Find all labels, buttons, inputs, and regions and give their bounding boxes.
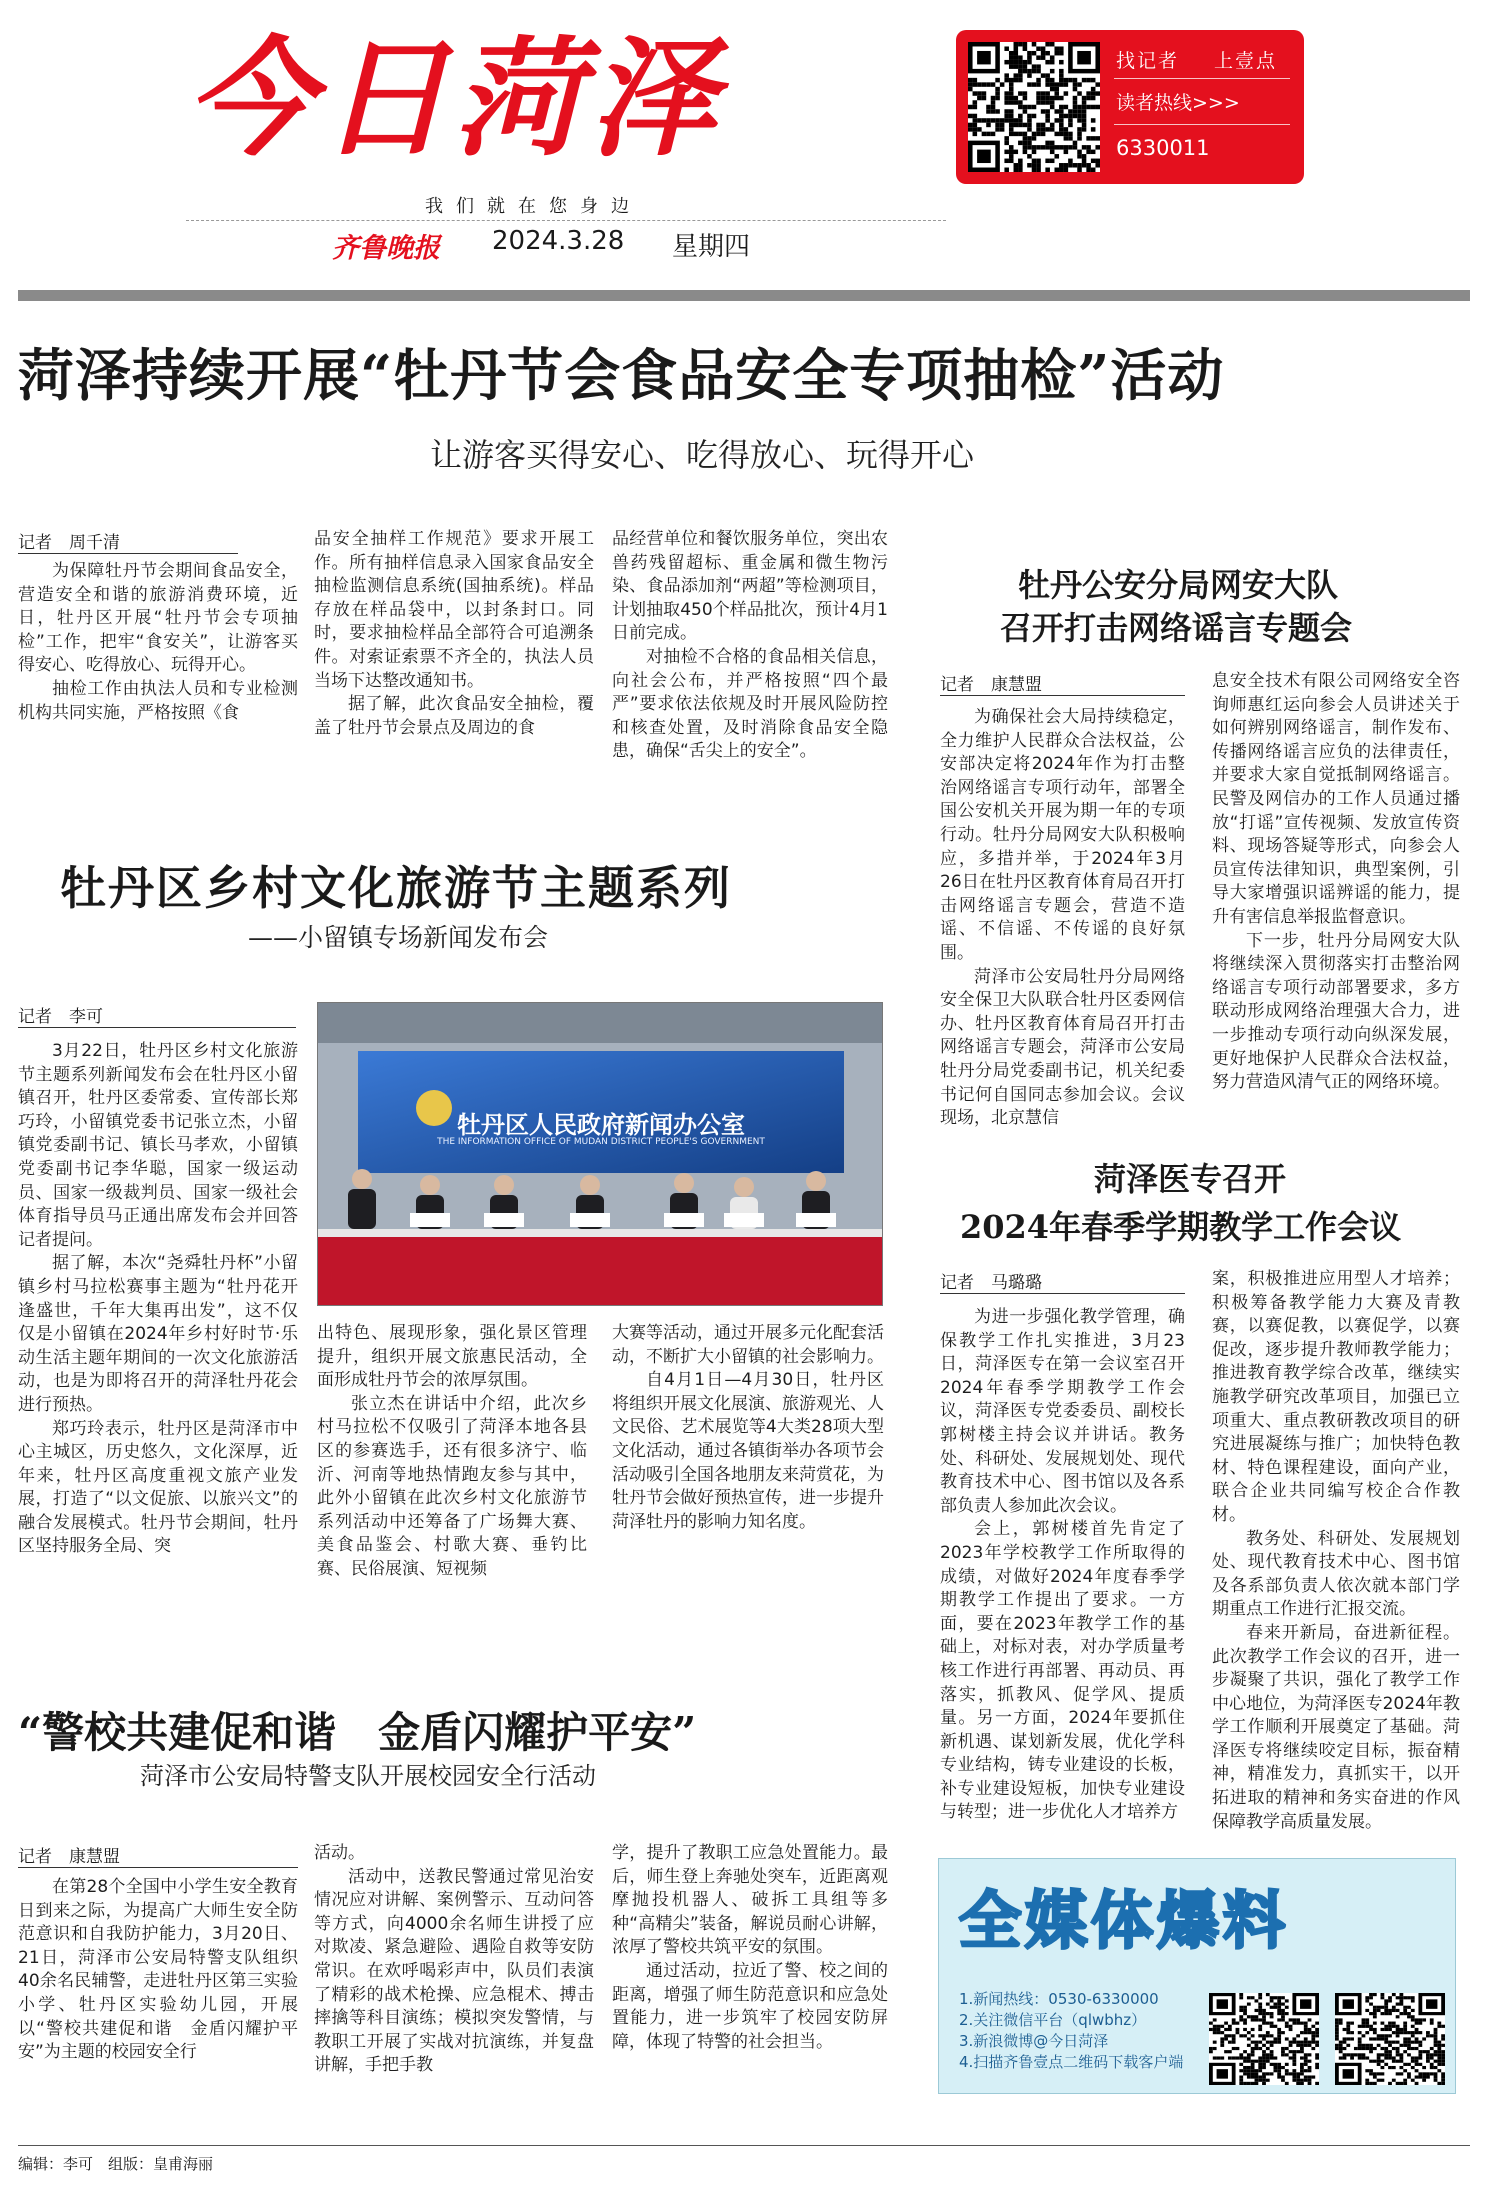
qr-code-icon[interactable] [968, 42, 1100, 172]
tourism-byline-text: 记者 李可 [18, 1002, 296, 1028]
issue-date: 2024.3.28 [492, 226, 625, 256]
police-column-1 [18, 1876, 298, 2138]
paragraph: 自4月1日—4月30日，牡丹区将组织开展文化展演、旅游观光、人文民俗、艺术展览等4大类28项大型文化活动，通过各镇街举办各项节会活动吸引全国各地朋友来菏赏花，为牡丹节会做好预热宣传，进一步提升菏泽牡丹的影响力知名度。 [612, 1370, 884, 1532]
lead-column-1 [18, 560, 298, 760]
masthead-title: 今日菏泽 [186, 25, 723, 174]
paragraph: 活动中，送教民警通过常见治安情况应对讲解、案例警示、互动问答等方式，向4000余名师生讲授了应对欺凌、紧急避险、遇险自救等安防常识。在欢呼喝彩声中，队员们表演了精彩的战术枪操、应急棍术、搏击摔擒等科目演练；模拟突发警情，与教职工开展了实战对抗演练，并复盘讲解，手把手教 [314, 1866, 594, 2076]
paragraph: 会上，郭树楼首先肯定了2023年学校教学工作所取得的成绩，对做好2024年度春季学期教学工作提出了要求。一方面，要在2023年教学工作的基础上，对标对表，对办学质量考核工作进行再部署、再动员、再落实，抓教风、促学风、提质量。另一方面，2024年要抓住新机遇、谋划新发展，优化学科专业结构，铸专业建设的长板，补专业建设短板，加快专业建设与转型；进一步优化人才培养方 [940, 1519, 1185, 1823]
press-conference-photo [317, 1002, 883, 1306]
tourism-column-2 [317, 1322, 587, 1632]
hotline-line1a: 找记者 [1116, 50, 1180, 72]
medical-byline-text: 记者 马璐璐 [940, 1268, 1185, 1294]
tourism-headline: 牡丹区乡村文化旅游节主题系列 [60, 861, 732, 915]
hotline-divider [1114, 78, 1290, 79]
paragraph: 菏泽市公安局牡丹分局网络安全保卫大队联合牡丹区委网信办、牡丹区教育体育局召开打击网络谣言专题会，菏泽市公安局牡丹分局党委副书记，机关纪委书记何自国同志参加会议。会议现场，北京慧信 [940, 966, 1185, 1129]
police-column-2 [314, 1842, 594, 2138]
hotline-label: 读者热线>>> [1116, 92, 1240, 114]
qr-code-icon[interactable] [1209, 1993, 1319, 2085]
paragraph: 品安全抽样工作规范》要求开展工作。所有抽样信息录入国家食品安全抽检监测信息系统(国抽系统)。样品存放在样品袋中，以封条封口。同时，要求抽检样品全部符合可追溯条件。对索证索票不齐全的，执法人员当场下达整改通知书。 [314, 529, 594, 691]
press-conference-illustration [318, 1003, 883, 1306]
paragraph: 为进一步强化教学管理，确保教学工作扎实推进，3月23日，菏泽医专在第一会议室召开2024年春季学期教学工作会议，菏泽医专党委委员、副校长郭树楼主持会议并讲话。教务处、科研处、发展规划处、现代教育技术中心、图书馆以及各系部负责人参加此次会议。 [940, 1307, 1185, 1516]
tourism-byline [18, 1002, 296, 1028]
paragraph: 为保障牡丹节会期间食品安全，营造安全和谐的旅游消费环境，近日，牡丹区开展“牡丹节会专项抽检”工作，把牢“食安关”，让游客买得安心、吃得放心、玩得开心。 [18, 561, 298, 676]
lead-column-2 [314, 528, 594, 760]
tourism-subheadline: ——小留镇专场新闻发布会 [248, 923, 549, 952]
lead-subheadline: 让游客买得安心、吃得放心、玩得开心 [430, 436, 975, 474]
police-subheadline: 菏泽市公安局特警支队开展校园安全行活动 [140, 1762, 596, 1790]
paper-name: 齐鲁晚报 [332, 233, 440, 264]
qr-code-pattern [1335, 1993, 1445, 2085]
paragraph: 为确保社会大局持续稳定，全力维护人民群众合法权益，公安部决定将2024年作为打击整治网络谣言专项行动年，部署全国公安机关开展为期一年的专项行动。牡丹分局网安大队积极响应，多措并举，于2024年3月26日在牡丹区教育体育局召开打击网络谣言专题会，营造不造谣、不信谣、不传谣的良好氛围。 [940, 707, 1185, 963]
qr-code-pattern [1209, 1993, 1319, 2085]
netsec-byline [940, 670, 1185, 696]
header-rule [18, 290, 1470, 301]
hotline-line1b: 上壹点 [1214, 50, 1278, 72]
paragraph: 息安全技术有限公司网络安全咨询师惠红运向参会人员讲述关于如何辨别网络谣言，制作发布、传播网络谣言应负的法律责任，并要求大家自觉抵制网络谣言。民警及网信办的工作人员通过播放“打谣”宣传视频、发放宣传资料、现场答疑等形式，向参会人员宣传法律知识，典型案例，引导大家增强识谣辨谣的能力，提升有害信息举报监督意识。 [1212, 671, 1460, 927]
medical-byline [940, 1268, 1185, 1294]
police-column-3 [612, 1842, 888, 2138]
netsec-headline-line1: 牡丹公安分局网安大队 [1018, 566, 1339, 604]
police-headline: “警校共建促和谐 金盾闪耀护平安” [18, 1708, 697, 1757]
netsec-byline-text: 记者 康慧盟 [940, 670, 1185, 696]
paragraph: 张立杰在讲话中介绍，此次乡村马拉松不仅吸引了菏泽本地各县区的参赛选手，还有很多济宁、临沂、河南等地热情跑友参与其中，此外小留镇在此次乡村文化旅游节系列活动中还筹备了广场舞大赛、美食品鉴会、村歌大赛、垂钓比赛、民俗展演、短视频 [317, 1393, 587, 1579]
lead-byline-text: 记者 周千清 [18, 528, 238, 554]
paragraph: 下一步，牡丹分局网安大队将继续深入贯彻落实打击整治网络谣言专项行动部署要求，多方联动形成网络治理强大合力，进一步推动专项行动向纵深发展，更好地保护人民群众合法权益，努力营造风清气正的网络环境。 [1212, 930, 1460, 1093]
footer-rule [18, 2145, 1470, 2146]
media-tipoff-ad [938, 1858, 1456, 2094]
paragraph: 据了解，本次“尧舜牡丹杯”小留镇乡村马拉松赛事主题为“牡丹花开逢盛世，千年大集再出发”，这不仅仅是小留镇在2024年乡村好时节·乐动生活主题年期间的一次文化旅游活动，也是为即将召开的菏泽牡丹花会进行预热。 [18, 1253, 298, 1415]
hotline-divider [1114, 124, 1290, 125]
paragraph: 在第28个全国中小学生安全教育日到来之际，为提高广大师生安全防范意识和自我防护能力，3月20日、21日，菏泽市公安局特警支队组织40余名民辅警，走进牡丹区第三实验小学、牡丹区实验幼儿园，开展以“警校共建促和谐 金盾闪耀护平安”为主题的校园安全行 [18, 1877, 298, 2063]
masthead-slogan: 我们就在您身边 [425, 196, 642, 217]
hotline-number: 6330011 [1116, 136, 1210, 160]
ad-line: 1.新闻热线：0530-6330000 [959, 1990, 1159, 2008]
tourism-column-3 [612, 1322, 884, 1632]
paragraph: 学，提升了教职工应急处置能力。最后，师生登上奔驰处突车，近距离观摩抛投机器人、破拆工具组等多种“高精尖”装备，解说员耐心讲解，浓厚了警校共筑平安的氛围。 [612, 1843, 888, 1958]
ad-lines [959, 1989, 1183, 2073]
paragraph: 对抽检不合格的食品相关信息，向社会公布，并严格按照“四个最严”要求依法依规及时开展风险防控和核查处置，及时消除食品安全隐患，确保“舌尖上的安全”。 [612, 646, 888, 760]
photo-screen-title: 牡丹区人民政府新闻办公室 [457, 1111, 745, 1139]
paragraph: 据了解，此次食品安全抽检，覆盖了牡丹节会景点及周边的食 [314, 694, 594, 738]
paragraph: 案，积极推进应用型人才培养；积极筹备教学能力大赛及青教赛，以赛促教，以赛促学，以赛促改，逐步提升教师教学能力；推进教育教学综合改革，继续实施教学研究改革项目，加强已立项重大、重点教研教改项目的研究进展凝练与推广；加快特色教材、特色课程建设，面向产业，联合企业共同编写校企合作教材。 [1212, 1269, 1460, 1525]
paragraph: 大赛等活动，通过开展多元化配套活动，不断扩大小留镇的社会影响力。 [612, 1323, 884, 1367]
ad-line: 3.新浪微博@今日菏泽 [959, 2032, 1109, 2050]
ad-line: 2.关注微信平台（qlwbhz） [959, 2011, 1147, 2029]
medical-headline-line2: 2024年春季学期教学工作会议 [960, 1208, 1402, 1246]
paragraph: 春来开新局，奋进新征程。此次教学工作会议的召开，进一步凝聚了共识，强化了教学工作中心地位，为菏泽医专2024年教学工作顺利开展奠定了基础。菏泽医专将继续咬定目标，振奋精神，精准发力，真抓实干，以开拓进取的精神和务实奋进的作风保障教学高质量发展。 [1212, 1622, 1460, 1832]
paragraph: 品经营单位和餐饮服务单位，突出农兽药残留超标、重金属和微生物污染、食品添加剂“两超”等检测项目，计划抽取450个样品批次，预计4月1日前完成。 [612, 529, 888, 644]
qr-code-icon[interactable] [1335, 1993, 1445, 2085]
paragraph: 教务处、科研处、发展规划处、现代教育技术中心、图书馆及各系部负责人依次就本部门学期重点工作进行汇报交流。 [1212, 1528, 1460, 1620]
lead-byline [18, 528, 238, 554]
medical-headline-line1: 菏泽医专召开 [1094, 1160, 1287, 1198]
lead-column-3 [612, 528, 888, 760]
issue-weekday: 星期四 [672, 232, 751, 262]
netsec-column-2 [1212, 670, 1460, 1226]
masthead-divider [186, 220, 946, 221]
police-byline-text: 记者 康慧盟 [18, 1842, 298, 1868]
medical-column-2 [1212, 1268, 1460, 1848]
footer-credits: 编辑：李可 组版：皇甫海丽 [18, 2155, 214, 2173]
tourism-column-1 [18, 1040, 298, 1632]
paragraph: 出特色、展现形象，强化景区管理提升，组织开展文旅惠民活动，全面形成牡丹节会的浓厚氛围。 [317, 1323, 587, 1391]
paragraph: 3月22日，牡丹区乡村文化旅游节主题系列新闻发布会在牡丹区小留镇召开，牡丹区委常委、宣传部长郑巧玲，小留镇党委书记张立杰，小留镇党委副书记、镇长马孝欢，小留镇党委副书记李华聪，国家一级运动员、国家一级裁判员、国家一级社会体育指导员马正通出席发布会并回答记者提问。 [18, 1041, 298, 1250]
paragraph: 郑巧玲表示，牡丹区是菏泽市中心主城区，历史悠久，文化深厚，近年来，牡丹区高度重视文旅产业发展，打造了“以文促旅、以旅兴文”的融合发展模式。牡丹节会期间，牡丹区坚持服务全局、突 [18, 1418, 298, 1557]
ad-line: 4.扫描齐鲁壹点二维码下载客户端 [959, 2053, 1184, 2071]
medical-column-1 [940, 1306, 1185, 1846]
paragraph: 活动。 [314, 1843, 365, 1863]
lead-headline: 菏泽持续开展“牡丹节会食品安全专项抽检”活动 [18, 343, 1225, 409]
paragraph: 通过活动，拉近了警、校之间的距离，增强了师生防范意识和应急处置能力，进一步筑牢了校园安防屏障，体现了特警的社会担当。 [612, 1960, 888, 2052]
police-byline [18, 1842, 298, 1868]
netsec-headline-line2: 召开打击网络谣言专题会 [1000, 609, 1353, 647]
reader-hotline-box [956, 30, 1304, 184]
qr-code-pattern [968, 42, 1100, 172]
photo-screen-subtitle: THE INFORMATION OFFICE OF MUDAN DISTRICT PEOPLE'S GOVERNMENT [437, 1137, 765, 1147]
ad-title: 全媒体爆料 [959, 1884, 1290, 1957]
paragraph: 抽检工作由执法人员和专业检测机构共同实施，严格按照《食 [18, 678, 298, 723]
netsec-column-1 [940, 706, 1185, 1226]
